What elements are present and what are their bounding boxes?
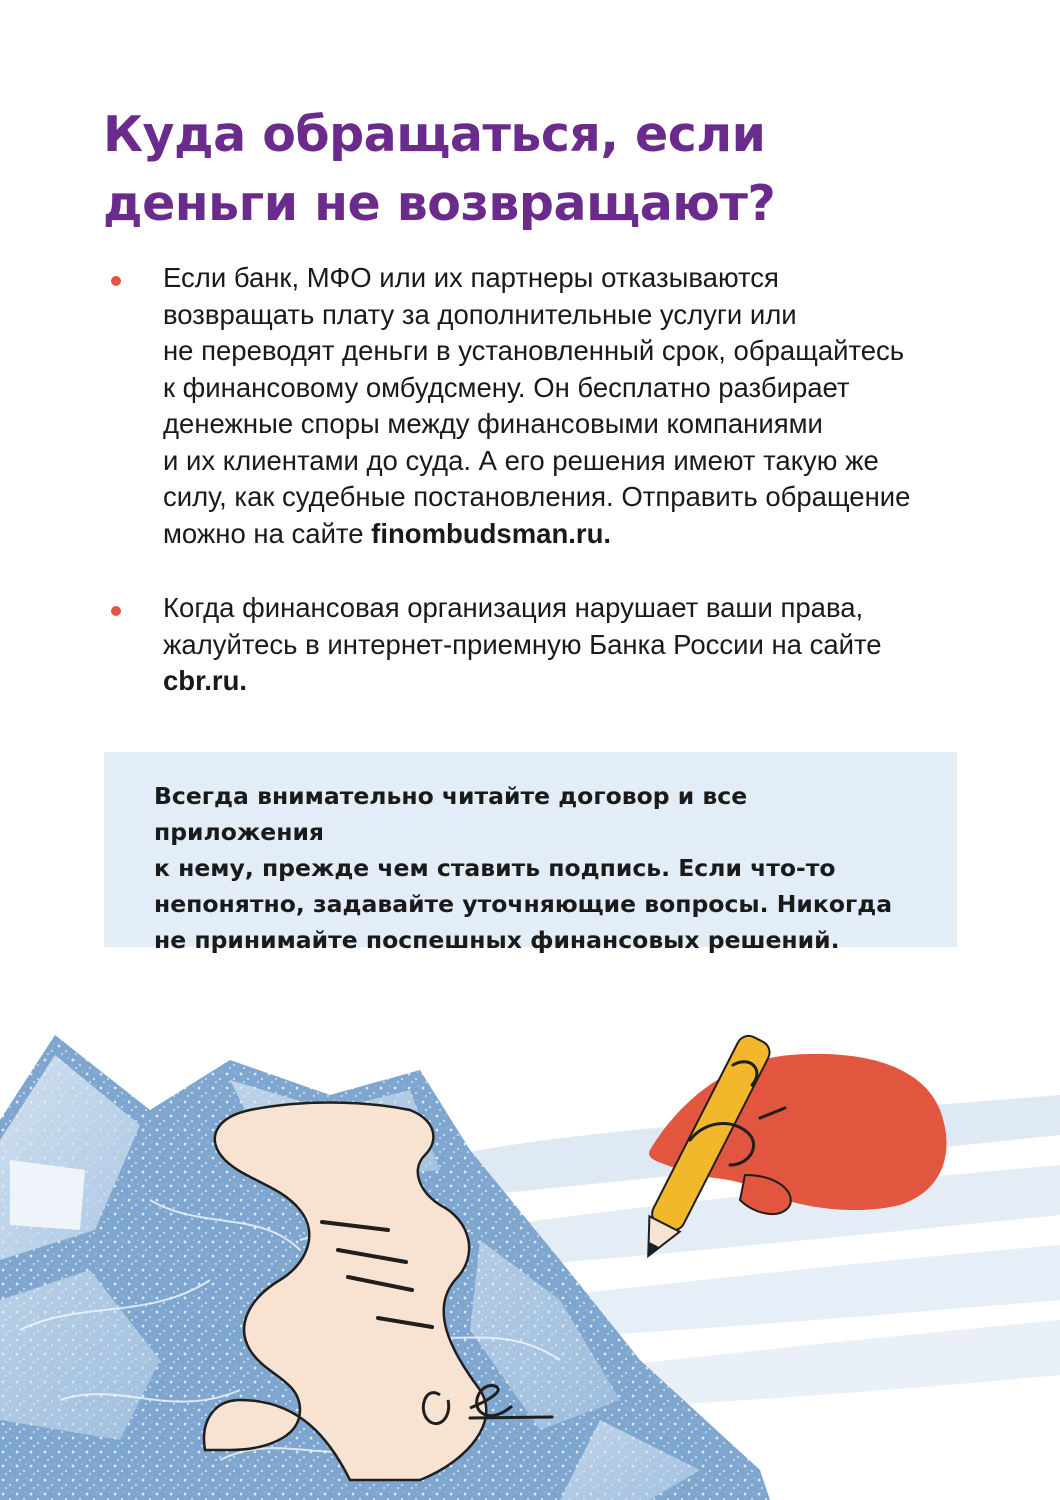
page-title [103,100,963,238]
bullet-dot-icon [111,276,121,286]
list-item [105,590,965,700]
title-line-2: деньги не возвращают? [103,175,776,232]
advice-note-text: Всегда внимательно читайте договор и все приложения к нему, прежде чем ставить подпись. Если что-то непонятно, задавайте уточняющие вопросы. Никогда не принимайте поспешных финансовых решений. [154,782,893,954]
advice-note [104,752,957,954]
list-item-body: Когда финансовая организация нарушает ваши права, жалуйтесь в интернет-приемную Банка России на сайте [163,592,882,660]
title-line-1: Куда обращаться, если [103,106,766,163]
list-item-text [163,260,965,552]
list-item-body: Если банк, МФО или их партнеры отказываются возвращать плату за дополнительные услуги или не переводят деньги в установленный срок, обращайтесь к финансовому омбудсмену. Он бесплатно разбирает денежные споры между финансовыми компаниями и их клиентами до суда. А его решения имеют такую же силу, как судебные постановления. Отправить обращение можно на сайте [163,262,911,549]
cbr-link[interactable]: cbr.ru. [163,665,248,696]
bullet-dot-icon [111,606,121,616]
list-item-text [163,590,965,700]
bullet-list [105,260,965,700]
finombudsman-link[interactable]: finombudsman.ru. [371,517,612,549]
illustration [0,1000,1060,1500]
list-item [105,260,965,552]
